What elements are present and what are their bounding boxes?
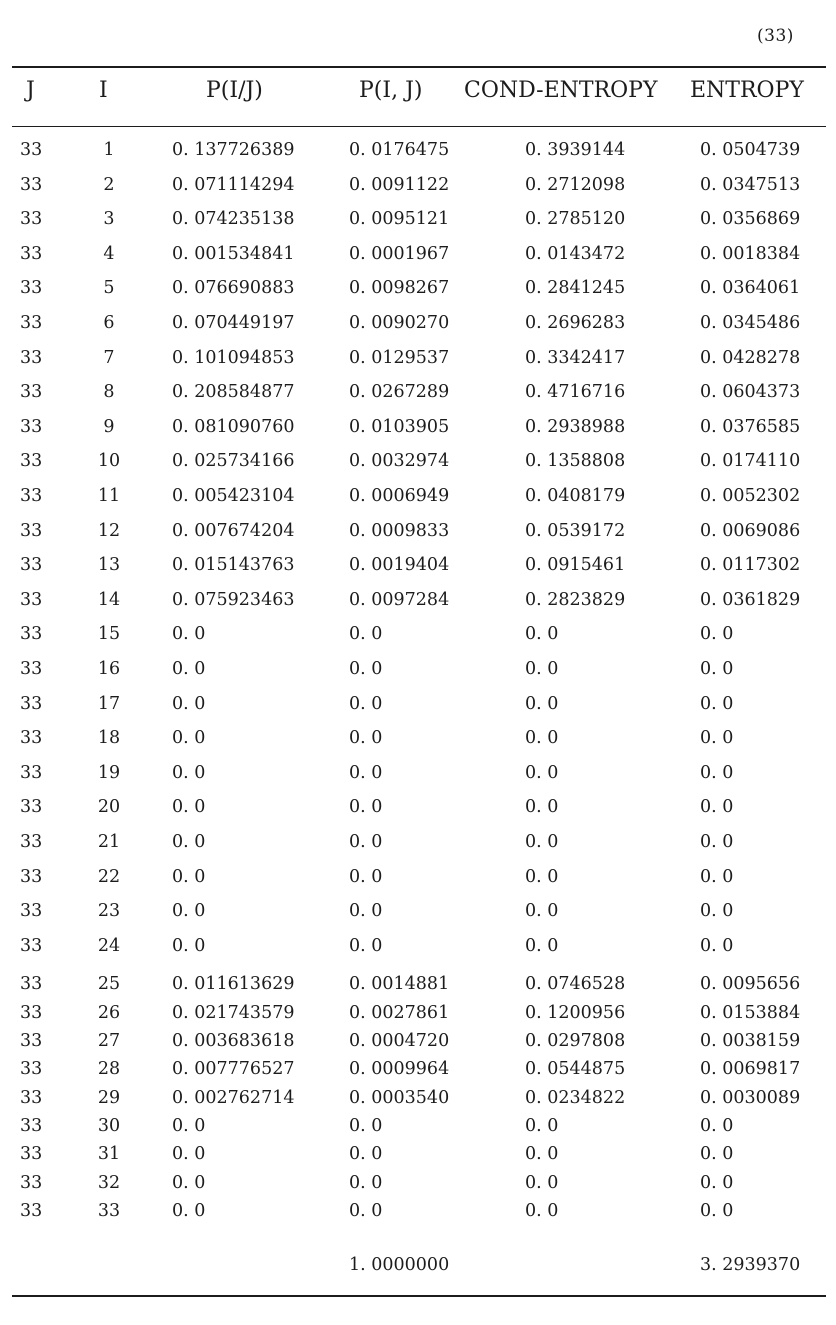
cell-p-i-j: 0. 0176475 — [349, 140, 450, 160]
cell-entropy: 0. 0 — [700, 693, 734, 714]
cell-i: 20 — [97, 797, 121, 818]
table-row — [0, 140, 836, 168]
table-row — [0, 209, 836, 237]
cell-p-i-given-j: 0. 0 — [172, 1200, 206, 1221]
cell-j: 33 — [20, 520, 43, 541]
cell-entropy: 0. 0018384 — [700, 243, 801, 264]
cell-p-i-given-j: 0. 0 — [172, 659, 206, 679]
cell-i: 12 — [97, 520, 121, 541]
table-row — [0, 278, 836, 306]
cell-j: 33 — [20, 1115, 43, 1136]
cell-j: 33 — [20, 1172, 43, 1193]
cell-i: 8 — [103, 382, 115, 403]
table-row — [0, 1088, 836, 1116]
table-row — [0, 832, 836, 860]
cell-p-i-given-j: 0. 0 — [172, 797, 206, 818]
cell-i: 10 — [97, 451, 121, 472]
cell-p-i-j: 0. 0 — [349, 762, 383, 783]
cell-cond-entropy: 0. 2696283 — [525, 313, 626, 333]
cell-j: 33 — [20, 243, 43, 264]
cell-p-i-j: 0. 0129537 — [349, 347, 450, 368]
cell-p-i-given-j: 0. 002762714 — [172, 1087, 295, 1108]
header-p-i-given-j: P(I/J) — [206, 78, 263, 103]
cell-p-i-j: 0. 0003540 — [349, 1087, 450, 1108]
cell-entropy: 0. 0 — [700, 935, 734, 956]
cell-i: 28 — [97, 1059, 121, 1080]
cell-p-i-j: 0. 0 — [349, 693, 383, 714]
cell-j: 33 — [20, 693, 43, 714]
cell-entropy: 0. 0347513 — [700, 174, 801, 195]
cell-p-i-given-j: 0. 0 — [172, 728, 206, 749]
cell-cond-entropy: 0. 0 — [525, 797, 559, 818]
cell-j: 33 — [20, 1059, 43, 1080]
cell-p-i-j: 0. 0 — [349, 901, 383, 922]
cell-j: 33 — [20, 832, 43, 852]
cell-entropy: 0. 0038159 — [700, 1031, 801, 1051]
cell-cond-entropy: 0. 0 — [525, 1172, 559, 1193]
cell-i: 9 — [103, 416, 115, 437]
cell-i: 1 — [103, 140, 115, 160]
cell-entropy: 0. 0 — [700, 762, 734, 783]
cell-j: 33 — [20, 589, 43, 610]
cell-i: 18 — [97, 728, 121, 749]
table-row — [0, 728, 836, 756]
table-row — [0, 936, 836, 964]
cell-cond-entropy: 0. 0143472 — [525, 243, 626, 264]
cell-p-i-j: 0. 0 — [349, 1200, 383, 1221]
table-row — [0, 1144, 836, 1172]
cell-cond-entropy: 0. 0 — [525, 866, 559, 887]
total-p-i-j: 1. 0000000 — [349, 1255, 450, 1275]
cell-p-i-j: 0. 0 — [349, 728, 383, 749]
cell-p-i-given-j: 0. 137726389 — [172, 140, 295, 160]
cell-p-i-given-j: 0. 025734166 — [172, 451, 295, 472]
cell-p-i-j: 0. 0009964 — [349, 1059, 450, 1080]
cell-cond-entropy: 0. 0 — [525, 624, 559, 645]
cell-i: 13 — [97, 555, 121, 576]
cell-p-i-j: 0. 0090270 — [349, 313, 450, 333]
cell-entropy: 0. 0 — [700, 1144, 734, 1165]
cell-p-i-given-j: 0. 075923463 — [172, 589, 295, 610]
cell-cond-entropy: 0. 2938988 — [525, 416, 626, 437]
table-row — [0, 1201, 836, 1229]
cell-entropy: 0. 0153884 — [700, 1002, 801, 1023]
table-row — [0, 590, 836, 618]
cell-p-i-j: 0. 0 — [349, 866, 383, 887]
cell-entropy: 0. 0174110 — [700, 451, 801, 472]
cell-entropy: 0. 0 — [700, 624, 734, 645]
cell-cond-entropy: 0. 0 — [525, 728, 559, 749]
cell-j: 33 — [20, 624, 43, 645]
bottom-rule — [12, 1295, 826, 1297]
cell-p-i-given-j: 0. 208584877 — [172, 382, 295, 403]
cell-entropy: 0. 0504739 — [700, 140, 801, 160]
cell-p-i-j: 0. 0032974 — [349, 451, 450, 472]
cell-i: 23 — [97, 901, 121, 922]
table-row — [0, 521, 836, 549]
cell-cond-entropy: 0. 0746528 — [525, 974, 626, 995]
table-row — [0, 451, 836, 479]
cell-i: 17 — [97, 693, 121, 714]
table-row — [0, 313, 836, 341]
cell-cond-entropy: 0. 0297808 — [525, 1031, 626, 1051]
cell-p-i-j: 0. 0027861 — [349, 1002, 450, 1023]
cell-j: 33 — [20, 174, 43, 195]
cell-p-i-j: 0. 0 — [349, 1172, 383, 1193]
cell-cond-entropy: 0. 2823829 — [525, 589, 626, 610]
cell-p-i-j: 0. 0006949 — [349, 486, 450, 506]
cell-j: 33 — [20, 1200, 43, 1221]
cell-p-i-given-j: 0. 0 — [172, 1144, 206, 1165]
cell-entropy: 0. 0345486 — [700, 313, 801, 333]
cell-p-i-given-j: 0. 005423104 — [172, 486, 295, 506]
header-p-i-j: P(I, J) — [359, 78, 423, 103]
cell-j: 33 — [20, 935, 43, 956]
cell-j: 33 — [20, 762, 43, 783]
table-row — [0, 1173, 836, 1201]
cell-p-i-j: 0. 0 — [349, 797, 383, 818]
cell-p-i-given-j: 0. 0 — [172, 693, 206, 714]
cell-i: 16 — [97, 659, 121, 679]
header-i: I — [99, 78, 108, 103]
cell-p-i-j: 0. 0 — [349, 624, 383, 645]
cell-i: 33 — [97, 1200, 121, 1221]
cell-cond-entropy: 0. 0 — [525, 693, 559, 714]
cell-i: 3 — [103, 209, 115, 230]
cell-cond-entropy: 0. 2712098 — [525, 174, 626, 195]
cell-p-i-given-j: 0. 0 — [172, 935, 206, 956]
cell-i: 26 — [97, 1002, 121, 1023]
cell-i: 24 — [97, 935, 121, 956]
cell-i: 21 — [97, 832, 121, 852]
cell-cond-entropy: 0. 4716716 — [525, 382, 626, 403]
table-row — [0, 1031, 836, 1059]
cell-j: 33 — [20, 659, 43, 679]
cell-cond-entropy: 0. 1358808 — [525, 451, 626, 472]
cell-p-i-j: 0. 0004720 — [349, 1031, 450, 1051]
cell-i: 19 — [97, 762, 121, 783]
cell-entropy: 0. 0 — [700, 832, 734, 852]
cell-p-i-given-j: 0. 007776527 — [172, 1059, 295, 1080]
cell-i: 11 — [97, 486, 121, 506]
cell-p-i-j: 0. 0001967 — [349, 243, 450, 264]
cell-i: 7 — [103, 347, 115, 368]
cell-p-i-j: 0. 0019404 — [349, 555, 450, 576]
cell-j: 33 — [20, 451, 43, 472]
cell-entropy: 0. 0 — [700, 1200, 734, 1221]
cell-j: 33 — [20, 866, 43, 887]
table-row — [0, 659, 836, 687]
cell-p-i-j: 0. 0091122 — [349, 174, 450, 195]
cell-entropy: 0. 0 — [700, 1172, 734, 1193]
table-row — [0, 1059, 836, 1087]
cell-cond-entropy: 0. 0408179 — [525, 486, 626, 506]
cell-p-i-given-j: 0. 001534841 — [172, 243, 295, 264]
page-number: (33) — [757, 26, 794, 46]
table-row — [0, 694, 836, 722]
cell-cond-entropy: 0. 1200956 — [525, 1002, 626, 1023]
cell-j: 33 — [20, 1031, 43, 1051]
cell-cond-entropy: 0. 0544875 — [525, 1059, 626, 1080]
table-row — [0, 1116, 836, 1144]
cell-i: 2 — [103, 174, 115, 195]
cell-j: 33 — [20, 140, 43, 160]
table-row — [0, 555, 836, 583]
cell-p-i-given-j: 0. 0 — [172, 624, 206, 645]
cell-entropy: 0. 0052302 — [700, 486, 801, 506]
cell-j: 33 — [20, 313, 43, 333]
header-j: J — [26, 78, 35, 103]
totals-row — [0, 1255, 836, 1283]
cell-i: 14 — [97, 589, 121, 610]
cell-p-i-j: 0. 0009833 — [349, 520, 450, 541]
cell-j: 33 — [20, 555, 43, 576]
header-rule — [12, 126, 826, 127]
cell-cond-entropy: 0. 0 — [525, 901, 559, 922]
cell-entropy: 0. 0117302 — [700, 555, 801, 576]
cell-j: 33 — [20, 1002, 43, 1023]
cell-cond-entropy: 0. 0915461 — [525, 555, 626, 576]
cell-i: 6 — [103, 313, 115, 333]
cell-p-i-j: 0. 0014881 — [349, 974, 450, 995]
header-entropy: ENTROPY — [690, 78, 804, 103]
cell-p-i-given-j: 0. 003683618 — [172, 1031, 295, 1051]
table-row — [0, 867, 836, 895]
cell-i: 27 — [97, 1031, 121, 1051]
cell-j: 33 — [20, 347, 43, 368]
cell-cond-entropy: 0. 0 — [525, 1115, 559, 1136]
cell-p-i-j: 0. 0 — [349, 935, 383, 956]
table-row — [0, 382, 836, 410]
cell-j: 33 — [20, 382, 43, 403]
cell-p-i-given-j: 0. 101094853 — [172, 347, 295, 368]
cell-p-i-given-j: 0. 0 — [172, 901, 206, 922]
cell-entropy: 0. 0364061 — [700, 278, 801, 299]
cell-entropy: 0. 0428278 — [700, 347, 801, 368]
table-row — [0, 1003, 836, 1031]
table-row — [0, 486, 836, 514]
cell-p-i-given-j: 0. 070449197 — [172, 313, 295, 333]
cell-entropy: 0. 0361829 — [700, 589, 801, 610]
cell-p-i-given-j: 0. 015143763 — [172, 555, 295, 576]
cell-cond-entropy: 0. 3342417 — [525, 347, 626, 368]
cell-cond-entropy: 0. 0 — [525, 1144, 559, 1165]
cell-j: 33 — [20, 901, 43, 922]
cell-cond-entropy: 0. 2785120 — [525, 209, 626, 230]
cell-p-i-j: 0. 0267289 — [349, 382, 450, 403]
cell-p-i-given-j: 0. 0 — [172, 762, 206, 783]
top-rule — [12, 66, 826, 68]
cell-entropy: 0. 0030089 — [700, 1087, 801, 1108]
cell-cond-entropy: 0. 0 — [525, 832, 559, 852]
cell-p-i-j: 0. 0098267 — [349, 278, 450, 299]
total-entropy: 3. 2939370 — [700, 1255, 801, 1275]
cell-p-i-given-j: 0. 074235138 — [172, 209, 295, 230]
cell-i: 22 — [97, 866, 121, 887]
cell-entropy: 0. 0 — [700, 659, 734, 679]
cell-cond-entropy: 0. 0 — [525, 762, 559, 783]
cell-p-i-given-j: 0. 0 — [172, 832, 206, 852]
table-row — [0, 797, 836, 825]
cell-p-i-j: 0. 0103905 — [349, 416, 450, 437]
cell-j: 33 — [20, 416, 43, 437]
cell-j: 33 — [20, 974, 43, 995]
cell-j: 33 — [20, 486, 43, 506]
cell-cond-entropy: 0. 0234822 — [525, 1087, 626, 1108]
cell-entropy: 0. 0604373 — [700, 382, 801, 403]
header-cond-entropy: COND-ENTROPY — [464, 78, 658, 103]
cell-i: 31 — [97, 1144, 121, 1165]
cell-entropy: 0. 0095656 — [700, 974, 801, 995]
cell-p-i-given-j: 0. 071114294 — [172, 174, 295, 195]
cell-entropy: 0. 0069086 — [700, 520, 801, 541]
cell-cond-entropy: 0. 2841245 — [525, 278, 626, 299]
table-row — [0, 244, 836, 272]
cell-p-i-given-j: 0. 0 — [172, 1172, 206, 1193]
cell-p-i-given-j: 0. 0 — [172, 866, 206, 887]
cell-p-i-given-j: 0. 011613629 — [172, 974, 295, 995]
cell-entropy: 0. 0 — [700, 866, 734, 887]
cell-p-i-j: 0. 0095121 — [349, 209, 450, 230]
cell-j: 33 — [20, 278, 43, 299]
cell-entropy: 0. 0069817 — [700, 1059, 801, 1080]
cell-p-i-j: 0. 0 — [349, 832, 383, 852]
cell-p-i-given-j: 0. 0 — [172, 1115, 206, 1136]
cell-p-i-j: 0. 0 — [349, 1144, 383, 1165]
cell-j: 33 — [20, 1087, 43, 1108]
cell-i: 29 — [97, 1087, 121, 1108]
cell-cond-entropy: 0. 0 — [525, 659, 559, 679]
cell-cond-entropy: 0. 3939144 — [525, 140, 626, 160]
cell-i: 32 — [97, 1172, 121, 1193]
cell-i: 4 — [103, 243, 115, 264]
cell-j: 33 — [20, 728, 43, 749]
cell-i: 30 — [97, 1115, 121, 1136]
cell-i: 15 — [97, 624, 121, 645]
table-row — [0, 624, 836, 652]
table-row — [0, 763, 836, 791]
cell-p-i-j: 0. 0 — [349, 1115, 383, 1136]
cell-j: 33 — [20, 209, 43, 230]
cell-entropy: 0. 0 — [700, 728, 734, 749]
cell-cond-entropy: 0. 0 — [525, 935, 559, 956]
cell-entropy: 0. 0376585 — [700, 416, 801, 437]
cell-entropy: 0. 0 — [700, 901, 734, 922]
cell-entropy: 0. 0 — [700, 797, 734, 818]
cell-p-i-given-j: 0. 007674204 — [172, 520, 295, 541]
cell-j: 33 — [20, 1144, 43, 1165]
table-row — [0, 901, 836, 929]
cell-p-i-given-j: 0. 076690883 — [172, 278, 295, 299]
cell-i: 25 — [97, 974, 121, 995]
table-row — [0, 974, 836, 1002]
cell-cond-entropy: 0. 0 — [525, 1200, 559, 1221]
cell-p-i-given-j: 0. 021743579 — [172, 1002, 295, 1023]
cell-entropy: 0. 0 — [700, 1115, 734, 1136]
cell-entropy: 0. 0356869 — [700, 209, 801, 230]
cell-cond-entropy: 0. 0539172 — [525, 520, 626, 541]
cell-i: 5 — [103, 278, 115, 299]
table-row — [0, 417, 836, 445]
cell-p-i-j: 0. 0 — [349, 659, 383, 679]
table-row — [0, 348, 836, 376]
table-row — [0, 175, 836, 203]
cell-j: 33 — [20, 797, 43, 818]
cell-p-i-j: 0. 0097284 — [349, 589, 450, 610]
table-header — [0, 78, 836, 118]
cell-p-i-given-j: 0. 081090760 — [172, 416, 295, 437]
